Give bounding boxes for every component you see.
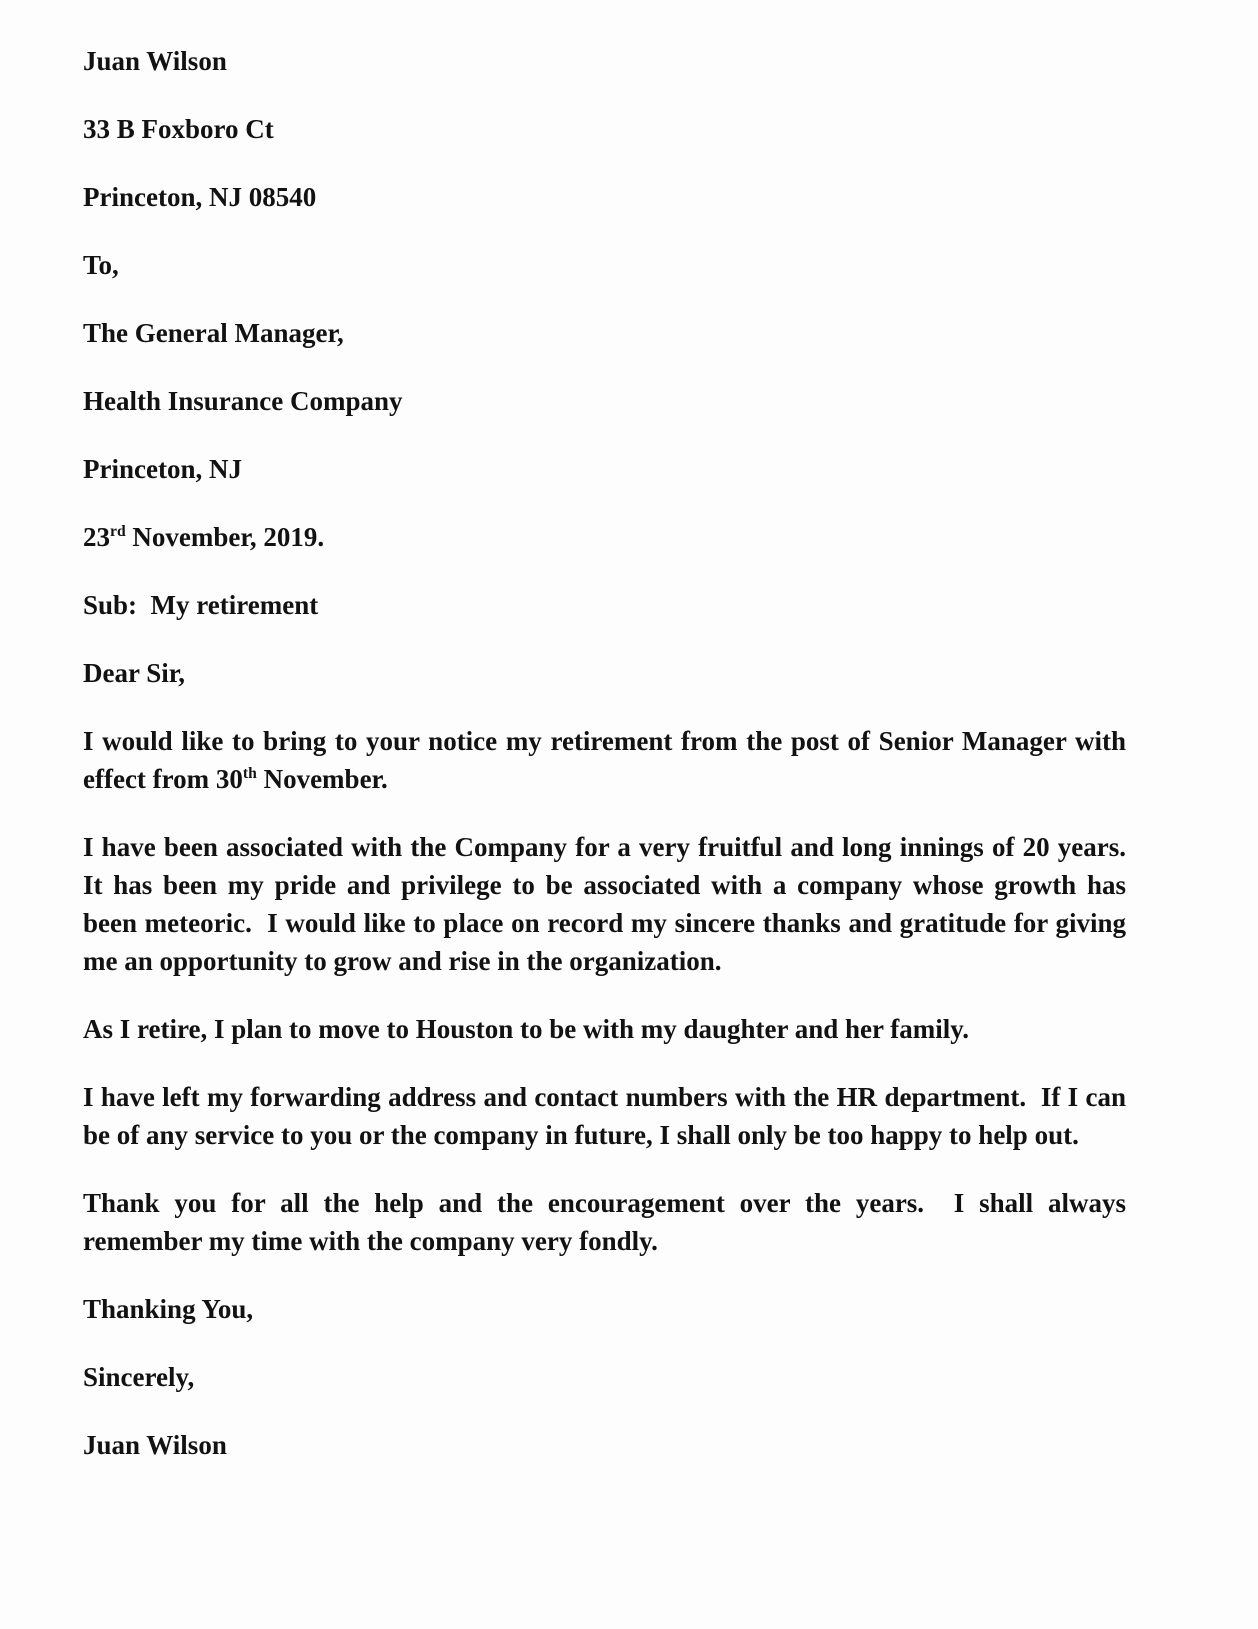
recipient-company: Health Insurance Company bbox=[83, 386, 403, 416]
paragraph-1-ordinal: th bbox=[242, 765, 257, 782]
recipient-city: Princeton, NJ bbox=[83, 454, 242, 484]
body-paragraph-1 bbox=[83, 722, 1133, 798]
subject-line: Sub: My retirement bbox=[83, 590, 319, 620]
body-paragraph-2: I have been associated with the Company for a very fruitful and long innings of 20 years. It has been my pride and privilege to be associated with a company whose growth has been meteoric. I would like to place on record my sincere thanks and gratitude for giving me an opportunity to grow and rise in the organization. bbox=[83, 832, 1140, 976]
closing-line: Sincerely, bbox=[83, 1362, 195, 1392]
sender-name: Juan Wilson bbox=[83, 46, 227, 76]
sender-address-line2: Princeton, NJ 08540 bbox=[83, 182, 317, 212]
to-label: To, bbox=[83, 250, 119, 280]
body-paragraph-4: I have left my forwarding address and contact numbers with the HR department. If I can be of any service to you or the company in future, I shall only be too happy to help out. bbox=[83, 1082, 1133, 1150]
signature-name: Juan Wilson bbox=[83, 1430, 227, 1460]
date-rest: November, 2019. bbox=[125, 522, 325, 552]
date-day: 23 bbox=[83, 522, 110, 552]
thanking-line: Thanking You, bbox=[83, 1294, 254, 1324]
body-paragraph-5: Thank you for all the help and the encouragement over the years. I shall always remember my time with the company very fondly. bbox=[83, 1188, 1133, 1256]
recipient-title: The General Manager, bbox=[83, 318, 344, 348]
body-paragraph-3: As I retire, I plan to move to Houston to be with my daughter and her family. bbox=[83, 1014, 970, 1044]
paragraph-1-text: I would like to bring to your notice my retirement from the post of Senior Manager with effect from 30 bbox=[83, 726, 1133, 794]
date-ordinal: rd bbox=[110, 523, 126, 540]
sender-address-line1: 33 B Foxboro Ct bbox=[83, 114, 274, 144]
salutation: Dear Sir, bbox=[83, 658, 186, 688]
date-line bbox=[83, 518, 1126, 556]
paragraph-1-tail: November. bbox=[256, 764, 388, 794]
